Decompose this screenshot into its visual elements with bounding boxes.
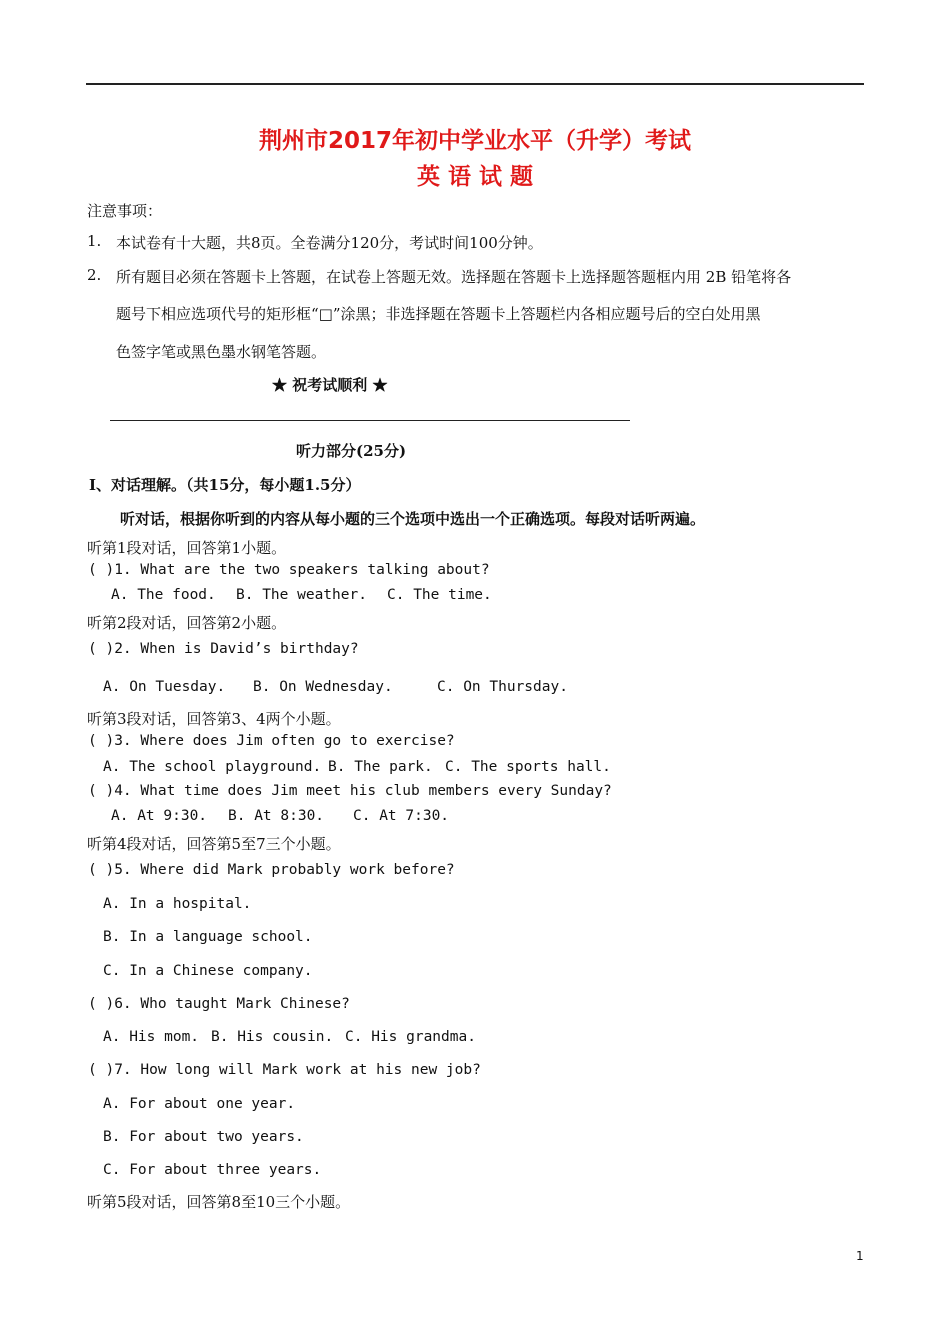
notes-heading: 注意事项： [87, 202, 163, 220]
question-6: ( )6. Who taught Mark Chinese? [88, 996, 350, 1012]
question-3: ( )3. Where does Jim often go to exercise? [88, 733, 455, 749]
dialog-3-intro: 听第3段对话，回答第3、4两个小题。 [87, 710, 341, 728]
dialog-4-intro: 听第4段对话，回答第5至7三个小题。 [87, 835, 341, 853]
note-2-num: 2. [87, 266, 102, 284]
q4-option-c: C. At 7:30. [353, 808, 450, 824]
q7-option-b: B. For about two years. [103, 1129, 304, 1145]
exam-title: 荆州市2017年初中学业水平（升学）考试 [258, 128, 691, 154]
q1-option-c: C. The time. [387, 587, 492, 603]
q7-option-a: A. For about one year. [103, 1096, 296, 1112]
q3-option-b: B. The park. [328, 759, 433, 775]
note-2-line-3: 色签字笔或黑色墨水钢笔答题。 [116, 343, 327, 361]
dialog-2-intro: 听第2段对话，回答第2小题。 [87, 614, 287, 632]
exam-subtitle: 英 语 试 题 [416, 164, 534, 190]
q5-option-c: C. In a Chinese company. [103, 963, 313, 979]
page-number: 1 [856, 1249, 864, 1263]
note-1-num: 1. [87, 232, 102, 250]
question-7: ( )7. How long will Mark work at his new job? [88, 1062, 481, 1078]
note-1-text: 本试卷有十大题，共8页。全卷满分120分，考试时间100分钟。 [116, 234, 543, 252]
q5-option-b: B. In a language school. [103, 929, 313, 945]
good-luck-wish: ★ 祝考试顺利 ★ [272, 376, 388, 394]
q4-option-a: A. At 9:30. [111, 808, 208, 824]
question-2: ( )2. When is David’s birthday? [88, 641, 359, 657]
q1-option-b: B. The weather. [236, 587, 367, 603]
part1-title: Ⅰ、对话理解。（共15分，每小题1.5分） [89, 476, 361, 494]
q4-option-b: B. At 8:30. [228, 808, 325, 824]
part1-instruction: 听对话，根据你听到的内容从每小题的三个选项中选出一个正确选项。每段对话听两遍。 [120, 510, 706, 528]
listening-section-title: 听力部分(25分) [296, 442, 407, 460]
dialog-5-intro: 听第5段对话，回答第8至10三个小题。 [87, 1193, 351, 1211]
q2-option-b: B. On Wednesday. [253, 679, 393, 695]
note-2-line-2: 题号下相应选项代号的矩形框“□”涂黑；非选择题在答题卡上答题栏内各相应题号后的空白处用黑 [116, 305, 761, 323]
q5-option-a: A. In a hospital. [103, 896, 252, 912]
q3-option-c: C. The sports hall. [445, 759, 611, 775]
q2-option-a: A. On Tuesday. [103, 679, 226, 695]
notes-divider [110, 420, 630, 421]
question-1: ( )1. What are the two speakers talking about? [88, 562, 490, 578]
q3-option-a: A. The school playground. [103, 759, 322, 775]
question-4: ( )4. What time does Jim meet his club members every Sunday? [88, 783, 612, 799]
question-5: ( )5. Where did Mark probably work before? [88, 862, 455, 878]
q7-option-c: C. For about three years. [103, 1162, 322, 1178]
q1-option-a: A. The food. [111, 587, 216, 603]
top-rule [86, 83, 864, 85]
q6-option-a: A. His mom. [103, 1029, 200, 1045]
q2-option-c: C. On Thursday. [437, 679, 568, 695]
q6-option-c: C. His grandma. [345, 1029, 476, 1045]
note-2-line-1: 所有题目必须在答题卡上答题，在试卷上答题无效。选择题在答题卡上选择题答题框内用 2B 铅笔将各 [116, 268, 792, 286]
q6-option-b: B. His cousin. [211, 1029, 334, 1045]
dialog-1-intro: 听第1段对话，回答第1小题。 [87, 539, 287, 557]
